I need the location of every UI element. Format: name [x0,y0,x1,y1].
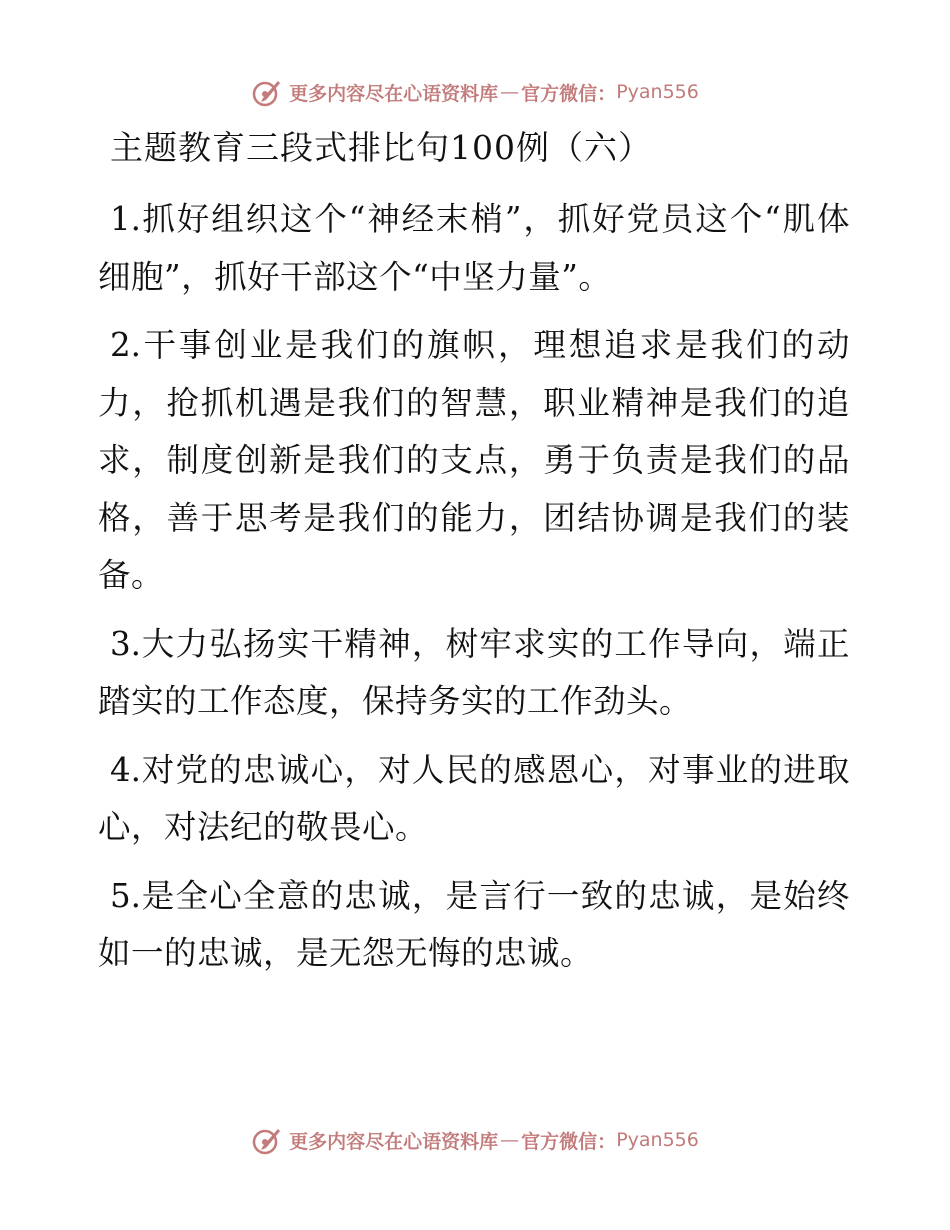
document-title: 主题教育三段式排比句100例（六） [110,128,652,167]
watermark-label: 官方微信： [521,82,617,105]
list-item [98,616,850,731]
item-text: 大力弘扬实干精神，树牢求实的工作导向，端正踏实的工作态度，保持务实的工作劲头。 [98,624,850,720]
item-text: 是全心全意的忠诚，是言行一致的忠诚，是始终如一的忠诚，是无怨无悔的忠诚。 [98,876,850,972]
list-item [98,317,850,605]
list-item [98,742,850,857]
header-watermark [0,72,950,112]
item-number: 2. [110,326,142,364]
watermark-separator: — [500,81,520,103]
watermark-text: 更多内容尽在心语资料库 [289,1130,499,1153]
item-number: 5. [110,876,142,915]
quill-pen-logo-icon [251,76,283,108]
watermark-text: 更多内容尽在心语资料库 [289,82,499,105]
list-item [98,868,850,983]
watermark-label: 官方微信： [521,1130,617,1153]
watermark-separator: — [500,1129,520,1151]
watermark-handle: Pyan556 [616,1129,699,1151]
item-text: 抓好组织这个“神经末梢”，抓好党员这个“肌体细胞”，抓好干部这个“中坚力量”。 [98,200,850,296]
sentence-list [98,191,850,994]
watermark-handle: Pyan556 [616,81,699,103]
footer-watermark [0,1120,950,1160]
item-text: 对党的忠诚心，对人民的感恩心，对事业的进取心，对法纪的敬畏心。 [98,750,850,846]
item-text: 干事创业是我们的旗帜，理想追求是我们的动力，抢抓机遇是我们的智慧，职业精神是我们的追求，制度创新是我们的支点，勇于负责是我们的品格，善于思考是我们的能力，团结协调是我们的装备。 [98,326,850,594]
quill-pen-logo-icon [251,1124,283,1156]
item-number: 1. [110,200,142,238]
item-number: 3. [110,624,142,663]
item-number: 4. [110,750,142,789]
list-item [98,191,850,306]
